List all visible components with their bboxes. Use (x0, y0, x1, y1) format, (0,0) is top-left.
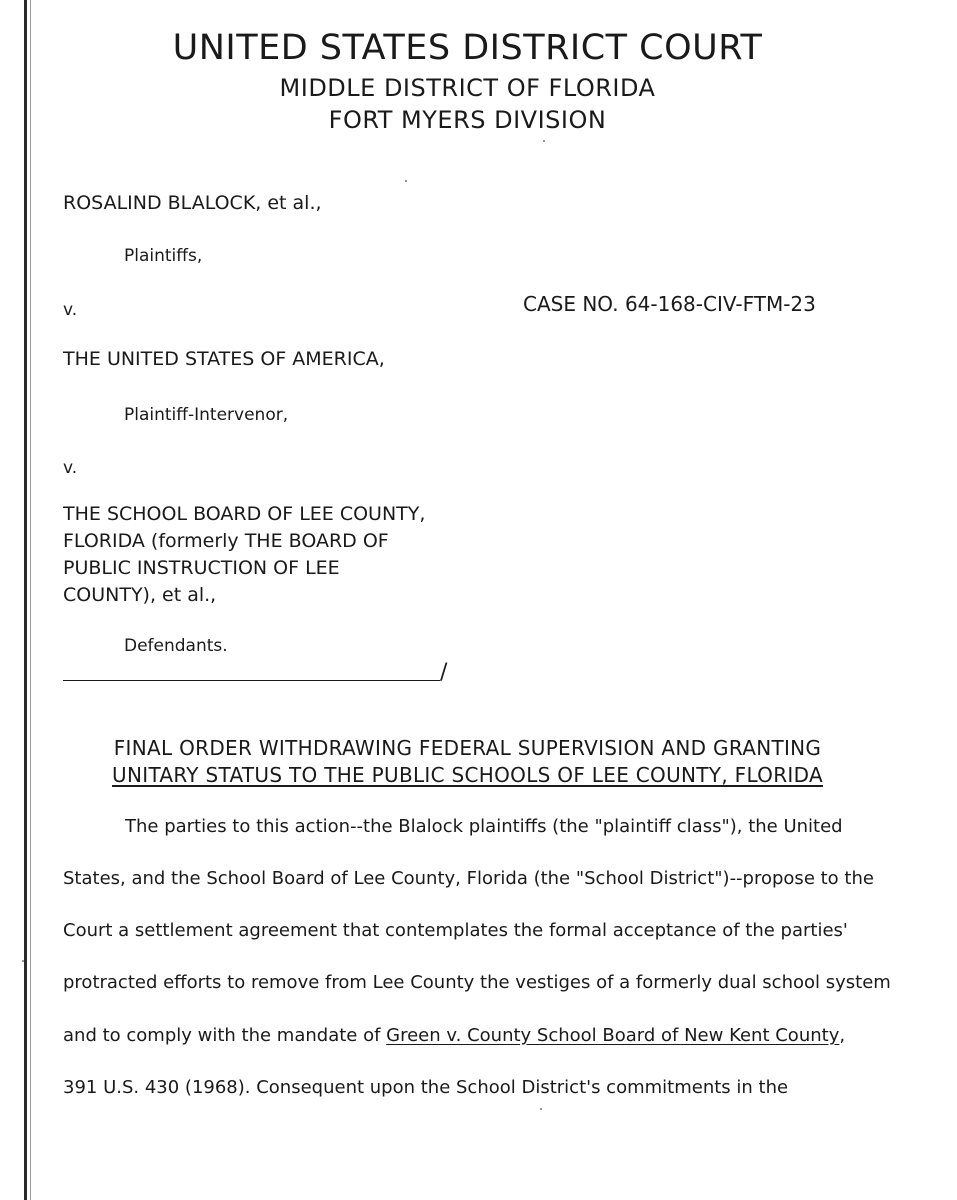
body-line-6: 391 U.S. 430 (1968). Consequent upon the School District's commitments in the (63, 1077, 789, 1098)
body-line-3: Court a settlement agreement that contemplates the formal acceptance of the parties' (63, 920, 848, 941)
versus-2: v. (63, 458, 78, 478)
case-number: CASE NO. 64-168-CIV-FTM-23 (523, 292, 816, 316)
scan-speck (543, 140, 545, 142)
intervenor-name: THE UNITED STATES OF AMERICA, (63, 348, 385, 370)
order-title-line-1: FINAL ORDER WITHDRAWING FEDERAL SUPERVISION AND GRANTING (113, 736, 822, 760)
caption-divider (63, 680, 440, 681)
scan-speck (540, 1108, 542, 1110)
court-district: MIDDLE DISTRICT OF FLORIDA (279, 74, 656, 102)
body-line-5 (63, 1025, 845, 1046)
defendants-line: THE SCHOOL BOARD OF LEE COUNTY, (63, 503, 426, 525)
court-division: FORT MYERS DIVISION (328, 106, 607, 134)
scan-speck (22, 960, 24, 962)
defendants-line: COUNTY), et al., (63, 584, 217, 606)
body-line-5-prefix: and to comply with the mandate of (63, 1025, 387, 1046)
order-title-line-2: UNITARY STATUS TO THE PUBLIC SCHOOLS OF LEE COUNTY, FLORIDA (112, 763, 823, 787)
binding-edge (24, 0, 27, 1200)
court-title: UNITED STATES DISTRICT COURT (172, 28, 763, 68)
defendants-line: PUBLIC INSTRUCTION OF LEE (63, 557, 340, 579)
defendants-line: FLORIDA (formerly THE BOARD OF (63, 530, 389, 552)
body-line-1: The parties to this action--the Blalock plaintiffs (the "plaintiff class"), the United (125, 816, 843, 837)
caption-slash: / (440, 660, 448, 685)
body-line-4: protracted efforts to remove from Lee County the vestiges of a formerly dual school system (63, 972, 891, 993)
body-line-2: States, and the School Board of Lee County, Florida (the "School District")--propose to the (63, 868, 874, 889)
binding-edge-shadow (30, 0, 31, 1200)
intervenor-role: Plaintiff-Intervenor, (124, 405, 289, 425)
plaintiffs-name: ROSALIND BLALOCK, et al., (63, 192, 322, 214)
scan-speck (405, 180, 407, 182)
versus-1: v. (63, 300, 78, 320)
case-citation-green: Green v. County School Board of New Kent County (386, 1025, 840, 1046)
plaintiffs-role: Plaintiffs, (124, 246, 203, 266)
defendants-role: Defendants. (124, 636, 228, 656)
body-line-5-suffix: , (839, 1025, 846, 1046)
